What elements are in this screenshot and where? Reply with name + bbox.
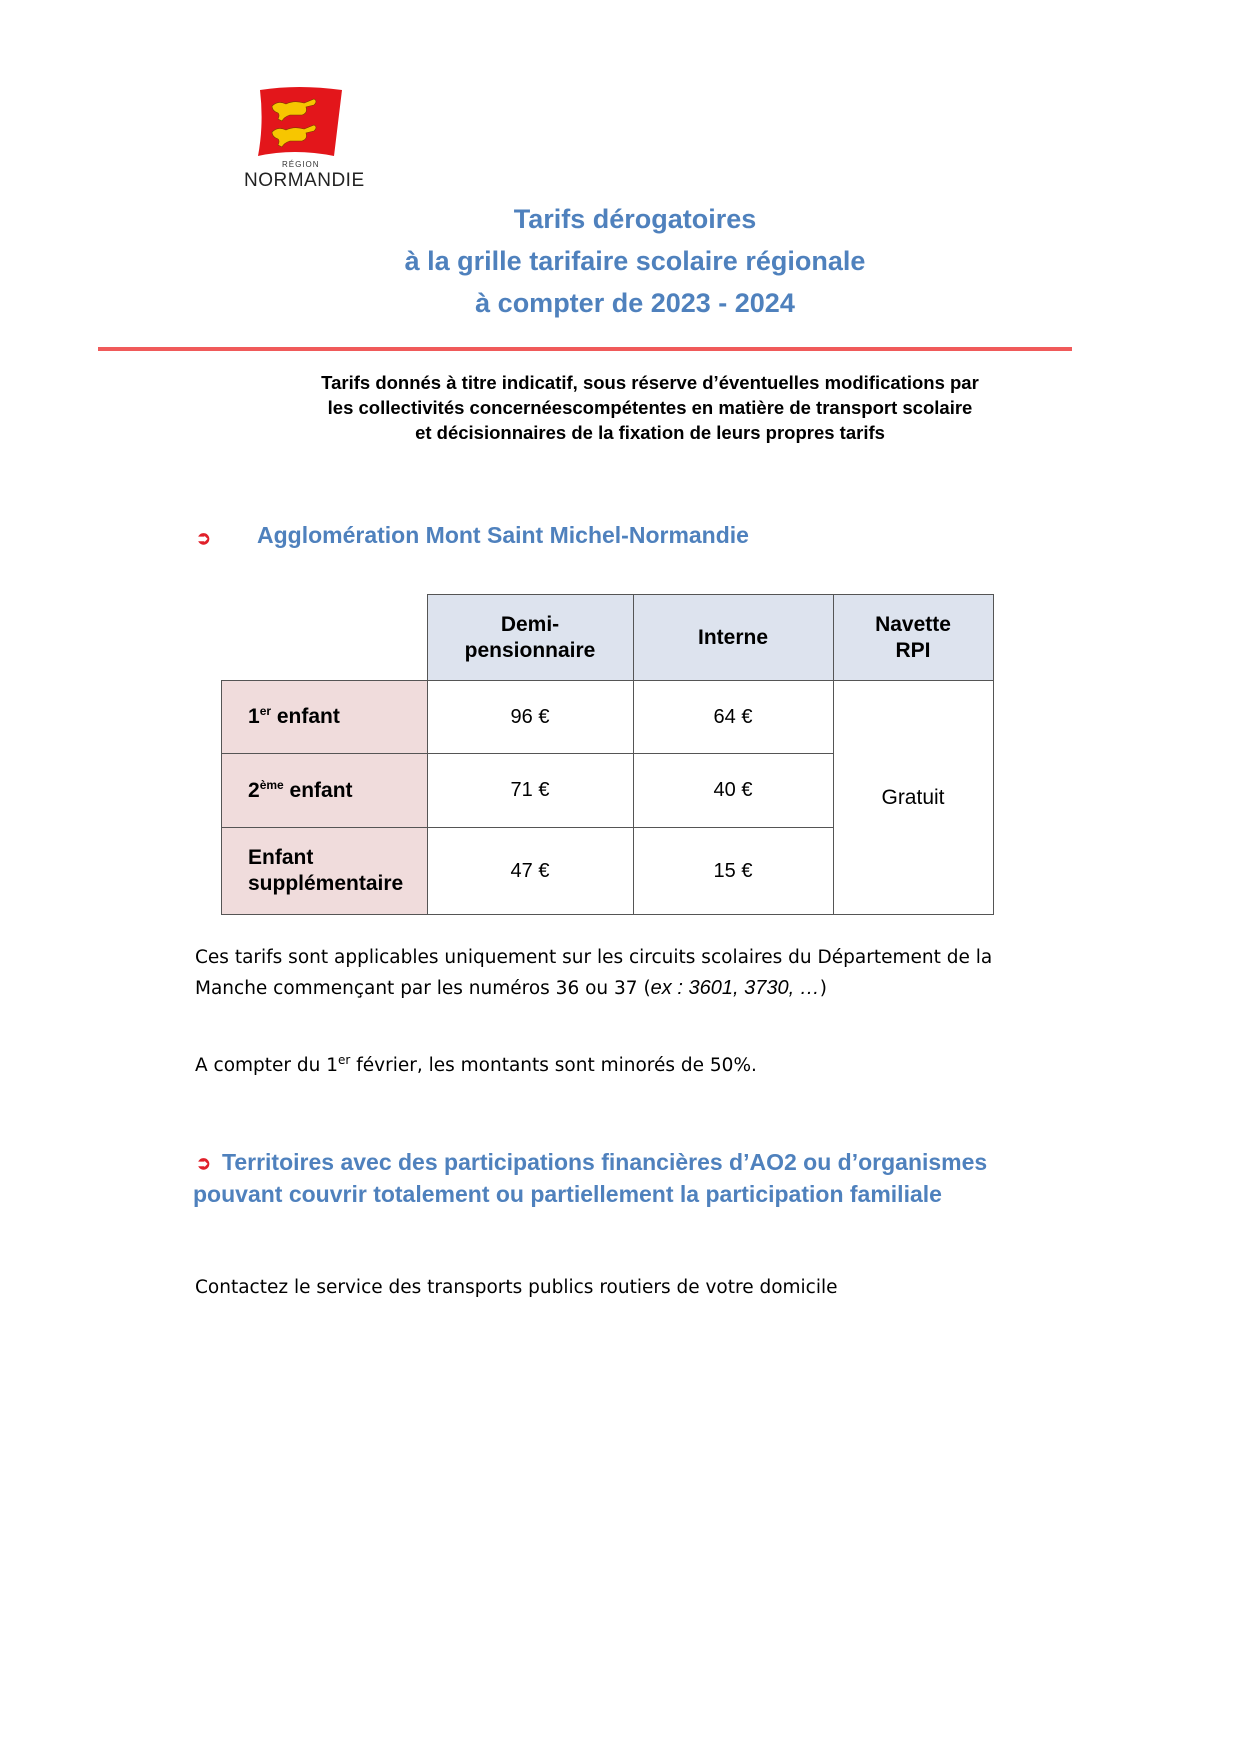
notice-line-1: Tarifs donnés à titre indicatif, sous réserve d’éventuelles modifications par [321,372,979,393]
bullet-arrow-icon: ➲ [196,1153,212,1173]
row-header-enfant-supplementaire [222,828,428,915]
section-heading-agglomeration: Agglomération Mont Saint Michel-Normandie [257,522,749,548]
page-title [200,198,1070,324]
cell-interne-2eme: 40 € [633,754,833,828]
paragraph-applicability [195,942,1095,1004]
column-header-navette-rpi [833,595,993,681]
logo-region-text: RÉGION [282,160,320,169]
column-header-demi-line2: pensionnaire [464,638,596,662]
cell-interne-supplementaire: 15 € [633,828,833,915]
logo-normandie-text: NORMANDIE [244,170,365,191]
row-label-line1: Enfant [248,846,314,869]
column-header-demi-line1: Demi- [500,612,560,636]
para1-line2 [195,973,1095,1004]
disclaimer-notice [250,370,1050,445]
notice-line-2: les collectivités concernéescompétentes en matière de transport scolaire [327,397,973,418]
bullet-arrow-icon: ➲ [196,528,212,548]
cell-demi-1er: 96 € [427,681,633,754]
para1-examples: ex : 3601, 3730, … [650,977,820,999]
paragraph-february-discount [195,1050,1095,1081]
title-line-1: Tarifs dérogatoires [513,204,757,234]
title-divider [98,347,1072,351]
normandie-flag-icon [238,86,356,162]
row-header-2eme-enfant [222,754,428,828]
notice-line-3: et décisionnaires de la fixation de leurs propres tarifs [415,422,885,443]
row-header-1er-enfant [222,681,428,754]
row-label-text: enfant [271,705,340,728]
row-label-text: enfant [283,778,353,802]
para2-text-pre: A compter du 1 [195,1055,339,1076]
cell-demi-2eme: 71 € [427,754,633,828]
region-normandie-logo [238,86,378,191]
para1-line1: Ces tarifs sont applicables uniquement sur les circuits scolaires du Département de la [195,947,993,968]
table-corner-cell [222,595,428,681]
column-header-interne: Interne [633,595,833,681]
title-line-2: à la grille tarifaire scolaire régionale [404,246,866,276]
table-row [222,681,994,754]
para1-line2-close: ) [819,978,827,999]
column-header-navette-line2: RPI [895,638,931,662]
para2-text-post: février, les montants sont minorés de 50%. [350,1055,757,1076]
title-line-3: à compter de 2023 - 2024 [475,288,795,318]
row-label-sup: ème [259,777,284,792]
row-label-number: 1 [248,705,260,728]
section-heading-territoires-line2: pouvant couvrir totalement ou partiellement la participation familiale [193,1181,942,1207]
row-label-number: 2 [248,778,260,802]
column-header-navette-line1: Navette [875,612,951,636]
tarifs-table [221,594,994,915]
cell-navette-gratuit: Gratuit [833,681,993,915]
cell-interne-1er: 64 € [633,681,833,754]
row-label-sup: er [259,704,272,718]
column-header-demi-pensionnaire [427,595,633,681]
cell-demi-supplementaire: 47 € [427,828,633,915]
para2-sup: er [338,1052,351,1067]
paragraph-contact: Contactez le service des transports publics routiers de votre domicile [195,1277,838,1298]
section-heading-territoires-line1: Territoires avec des participations financières d’AO2 ou d’organismes [222,1149,988,1175]
table-header-row [222,595,994,681]
row-label-line2: supplémentaire [248,872,404,895]
para1-line2-text: Manche commençant par les numéros 36 ou 37 ( [195,978,651,999]
